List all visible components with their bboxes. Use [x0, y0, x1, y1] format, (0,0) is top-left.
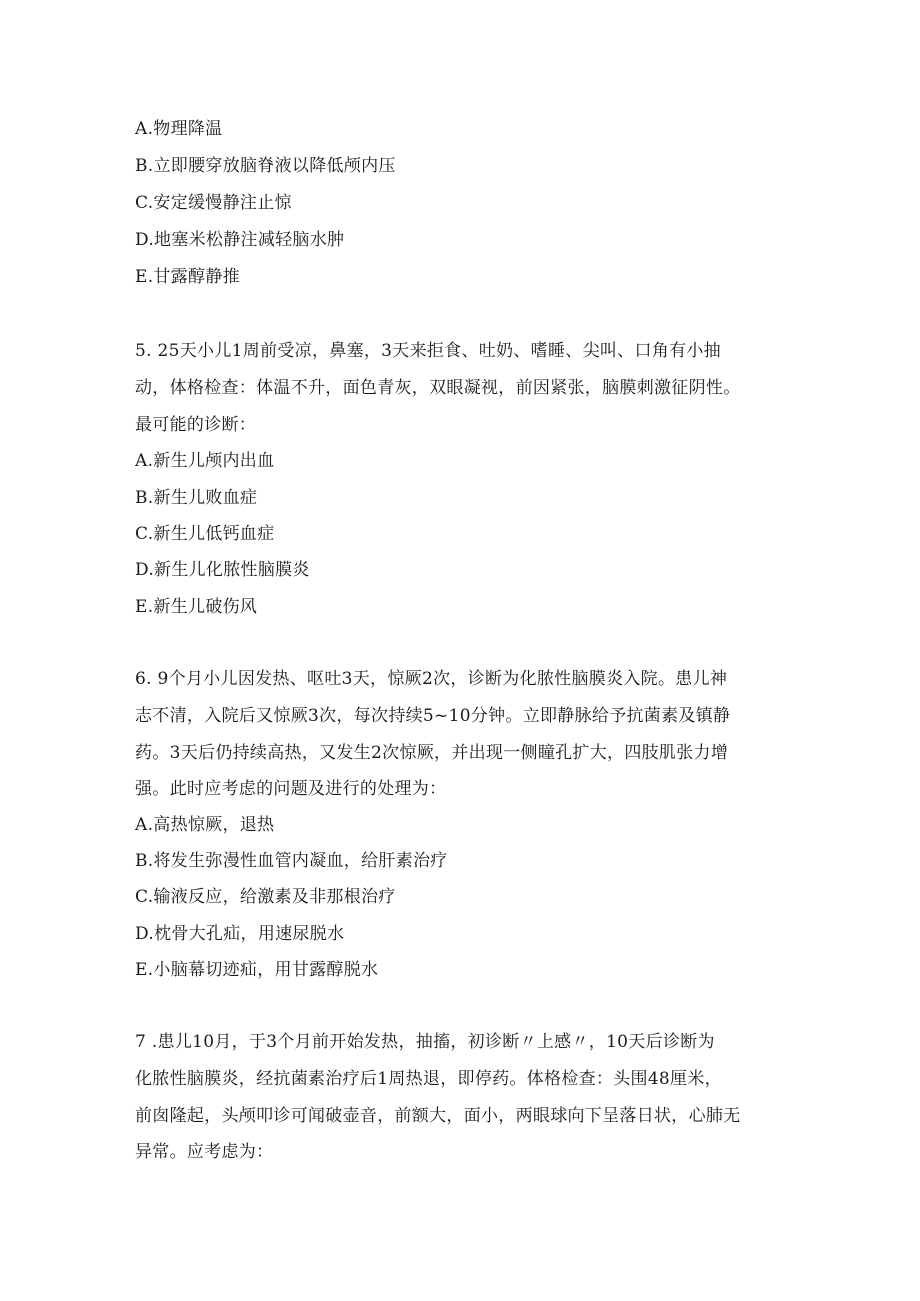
q6-option-e: E.小脑幕切迹疝，用甘露醇脱水	[135, 960, 379, 980]
q4-option-a: A.物理降温	[135, 119, 223, 139]
q7-stem-line-2: 化脓性脑膜炎，经抗菌素治疗后1周热退，即停药。体格检查：头围48厘米，	[135, 1069, 722, 1089]
q5-option-e: E.新生儿破伤风	[135, 597, 258, 617]
q5-option-c: C.新生儿低钙血症	[135, 524, 275, 544]
q4-option-e: E.甘露醇静推	[135, 267, 240, 287]
q6-stem-line-2: 志不清，入院后又惊厥3次，每次持续5~10分钟。立即静脉给予抗菌素及镇静	[135, 706, 731, 726]
q5-stem-line-2: 动，体格检查：体温不升，面色青灰，双眼凝视，前因紧张，脑膜刺激征阴性。	[135, 378, 741, 398]
q6-option-b: B.将发生弥漫性血管内凝血，给肝素治疗	[135, 851, 448, 871]
q5-option-b: B.新生儿败血症	[135, 488, 258, 508]
q7-stem-line-4: 异常。应考虑为：	[135, 1142, 274, 1162]
q5-option-d: D.新生儿化脓性脑膜炎	[135, 560, 310, 580]
q6-stem-line-3: 药。3天后仍持续高热，又发生2次惊厥，并出现一侧瞳孔扩大，四肢肌张力增	[135, 743, 729, 763]
q6-option-d: D.枕骨大孔疝，用速尿脱水	[135, 924, 345, 944]
q7-stem-line-3: 前囱隆起，头颅叩诊可闻破壶音，前额大，面小，两眼球向下呈落日状，心肺无	[135, 1106, 741, 1126]
q6-option-c: C.输液反应，给激素及非那根治疗	[135, 887, 396, 907]
q7-stem-line-1: 7 .患儿10月，于3个月前开始发热，抽搐，初诊断〃上感〃，10天后诊断为	[135, 1032, 715, 1052]
q5-option-a: A.新生儿颅内出血	[135, 451, 275, 471]
q4-option-b: B.立即腰穿放脑脊液以降低颅内压	[135, 156, 396, 176]
q4-option-d: D.地塞米松静注减轻脑水肿	[135, 230, 345, 250]
q6-stem-line-4: 强。此时应考虑的问题及进行的处理为：	[135, 779, 447, 799]
q4-option-c: C.安定缓慢静注止惊	[135, 193, 292, 213]
q5-stem-line-1: 5. 25天小儿1周前受凉，鼻塞，3天来拒食、吐奶、嗜睡、尖叫、口角有小抽	[135, 341, 721, 361]
q6-option-a: A.高热惊厥，退热	[135, 815, 275, 835]
q6-stem-line-1: 6. 9个月小儿因发热、呕吐3天，惊厥2次，诊断为化脓性脑膜炎入院。患儿神	[135, 669, 728, 689]
q5-stem-line-3: 最可能的诊断：	[135, 415, 257, 435]
